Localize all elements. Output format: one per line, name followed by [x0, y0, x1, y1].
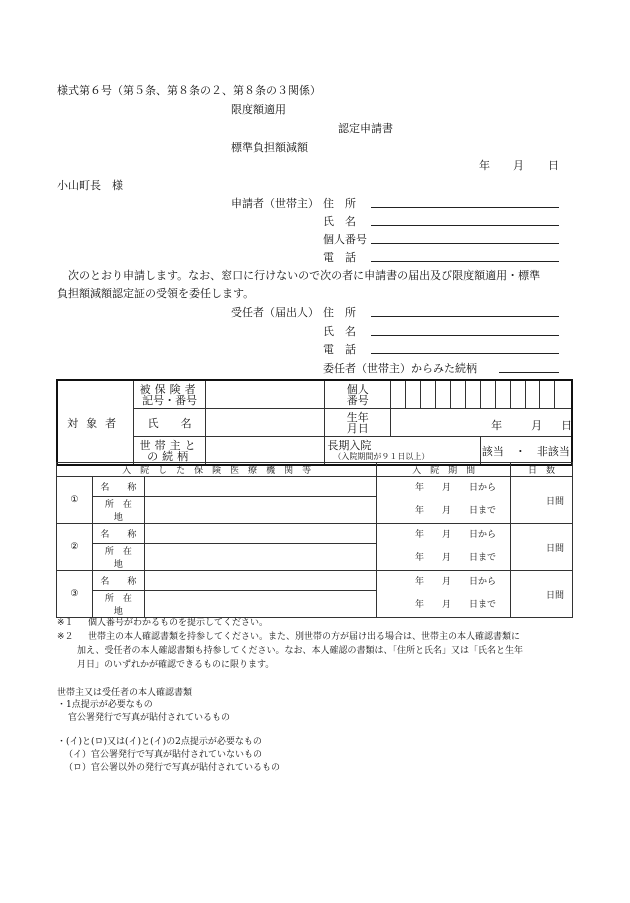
- delegate-address-line[interactable]: [371, 316, 559, 317]
- header-days: 日 数: [511, 463, 573, 477]
- hospital-address-label: 所 在 地: [92, 544, 144, 571]
- hospital-name-label: 名 称: [92, 477, 144, 497]
- period-cell[interactable]: 年 月 日から 年 月 日まで: [377, 477, 511, 524]
- days-cell[interactable]: 日間: [511, 524, 573, 571]
- note-2-line-3: 月日」のいずれかが確認できるものに限ります。: [77, 660, 275, 670]
- birth-label: 生年 月日: [325, 409, 391, 437]
- applicant-phone-line[interactable]: [371, 261, 559, 262]
- applicant-id-line[interactable]: [371, 243, 559, 244]
- hospital-name-cell[interactable]: [144, 477, 376, 497]
- delegate-name-label: 氏 名: [323, 325, 356, 338]
- title-line-1: 限度額適用: [231, 103, 286, 116]
- birth-cell[interactable]: [391, 409, 572, 437]
- intro-line-2: 負担額減額認定証の受領を委任します。: [57, 287, 255, 300]
- date-day-label: 日: [548, 159, 559, 172]
- personal-no-digit[interactable]: [406, 380, 421, 409]
- row-number: ①: [57, 477, 93, 524]
- long-stay-label: 長期入院 （入院期間が９１日以上）: [325, 437, 480, 466]
- delegate-relation-label: 委任者（世帯主）からみた続柄: [323, 362, 477, 375]
- row-number: ③: [57, 571, 93, 618]
- applicant-address-label: 住 所: [323, 197, 356, 210]
- id-docs-two-ro: （ロ）官公署以外の発行で写真が貼付されているもの: [64, 763, 281, 773]
- form-number: 様式第６号（第５条、第８条の２、第８条の３関係）: [57, 84, 321, 97]
- note-2-line-2: 加え、受任者の本人確認書類も持参してください。なお、本人確認の書類は、「住所と氏名」又は「氏名と生年: [77, 646, 524, 656]
- period-cell[interactable]: 年 月 日から 年 月 日まで: [377, 571, 511, 618]
- applicant-name-line[interactable]: [371, 225, 559, 226]
- name-label: 氏 名: [134, 409, 206, 437]
- personal-no-digit[interactable]: [495, 380, 510, 409]
- hospital-table: [56, 462, 573, 618]
- personal-no-digit[interactable]: [525, 380, 540, 409]
- hospital-address-label: 所 在 地: [92, 591, 144, 618]
- days-cell[interactable]: 日間: [511, 477, 573, 524]
- note-1-mark: ※１: [57, 618, 74, 628]
- target-label-cell: 対象者: [57, 380, 134, 465]
- hospital-name-label: 名 称: [92, 571, 144, 591]
- hospital-name-cell[interactable]: [144, 571, 376, 591]
- hospital-name-label: 名 称: [92, 524, 144, 544]
- personal-no-label: 個人 番号: [325, 380, 391, 409]
- name-cell[interactable]: [206, 409, 325, 437]
- hospital-address-cell[interactable]: [144, 544, 376, 571]
- delegate-phone-line[interactable]: [371, 353, 559, 354]
- delegate-name-line[interactable]: [371, 335, 559, 336]
- id-docs-two-title: ・(イ)と(ロ)又は(イ)と(イ)の2点提示が必要なもの: [57, 737, 262, 747]
- date-year-label: 年: [479, 159, 490, 172]
- personal-no-digit[interactable]: [540, 380, 555, 409]
- relation-cell[interactable]: [206, 437, 325, 466]
- relation-label: 世帯主と の続柄: [134, 437, 206, 466]
- personal-no-digit[interactable]: [555, 380, 572, 409]
- delegate-phone-label: 電 話: [323, 343, 356, 356]
- hospital-address-cell[interactable]: [144, 497, 376, 524]
- delegate-label: 受任者（届出人）: [231, 306, 319, 319]
- birth-day-label: 日: [561, 419, 573, 432]
- title-line-3: 標準負担額減額: [231, 141, 308, 154]
- period-cell[interactable]: 年 月 日から 年 月 日まで: [377, 524, 511, 571]
- header-period: 入 院 期 間: [377, 463, 511, 477]
- personal-no-digit[interactable]: [435, 380, 450, 409]
- applicant-id-label: 個人番号: [323, 233, 367, 246]
- header-institution: 入 院 し た 保 険 医 療 機 関 等: [57, 463, 377, 477]
- days-cell[interactable]: 日間: [511, 571, 573, 618]
- applicant-address-line[interactable]: [371, 207, 559, 208]
- delegate-relation-line[interactable]: [499, 372, 559, 373]
- row-number: ②: [57, 524, 93, 571]
- id-docs-one-item: 官公署発行で写真が貼付されているもの: [68, 713, 231, 723]
- hospital-address-cell[interactable]: [144, 591, 376, 618]
- applicant-name-label: 氏 名: [323, 215, 356, 228]
- addressee: 小山町長 様: [57, 179, 123, 192]
- personal-no-digit[interactable]: [391, 380, 406, 409]
- delegate-address-label: 住 所: [323, 306, 356, 319]
- personal-no-digit[interactable]: [465, 380, 480, 409]
- personal-no-digit[interactable]: [480, 380, 495, 409]
- id-docs-two-i: （イ）官公署発行で写真が貼付されていないもの: [64, 750, 263, 760]
- note-1: 個人番号がわかるものを提示してください。: [88, 618, 269, 628]
- title-line-2: 認定申請書: [338, 122, 393, 135]
- personal-no-digit[interactable]: [450, 380, 465, 409]
- date-month-label: 月: [513, 159, 524, 172]
- insured-no-cell[interactable]: [206, 380, 325, 409]
- id-docs-title: 世帯主又は受任者の本人確認書類: [57, 688, 193, 698]
- intro-line-1: 次のとおり申請します。なお、窓口に行けないので次の者に申請書の届出及び限度額適用・標準: [68, 269, 541, 282]
- personal-no-digit[interactable]: [420, 380, 435, 409]
- insured-no-label: 被保険者 記号・番号: [134, 380, 206, 409]
- note-2-line-1: 世帯主の本人確認書類を持参してください。また、別世帯の方が届け出る場合は、世帯主の本人確認書類に: [88, 632, 521, 642]
- hospital-address-label: 所 在 地: [92, 497, 144, 524]
- personal-no-digit[interactable]: [510, 380, 525, 409]
- id-docs-one-title: ・1点提示が必要なもの: [57, 700, 153, 710]
- birth-year-label: 年: [491, 419, 503, 432]
- birth-month-label: 月: [531, 419, 543, 432]
- note-2-mark: ※２: [57, 632, 74, 642]
- long-stay-choice[interactable]: 該当 ・ 非該当: [480, 437, 572, 466]
- target-person-table: [56, 379, 573, 466]
- applicant-label: 申請者（世帯主）: [231, 197, 319, 210]
- applicant-phone-label: 電 話: [323, 251, 356, 264]
- hospital-name-cell[interactable]: [144, 524, 376, 544]
